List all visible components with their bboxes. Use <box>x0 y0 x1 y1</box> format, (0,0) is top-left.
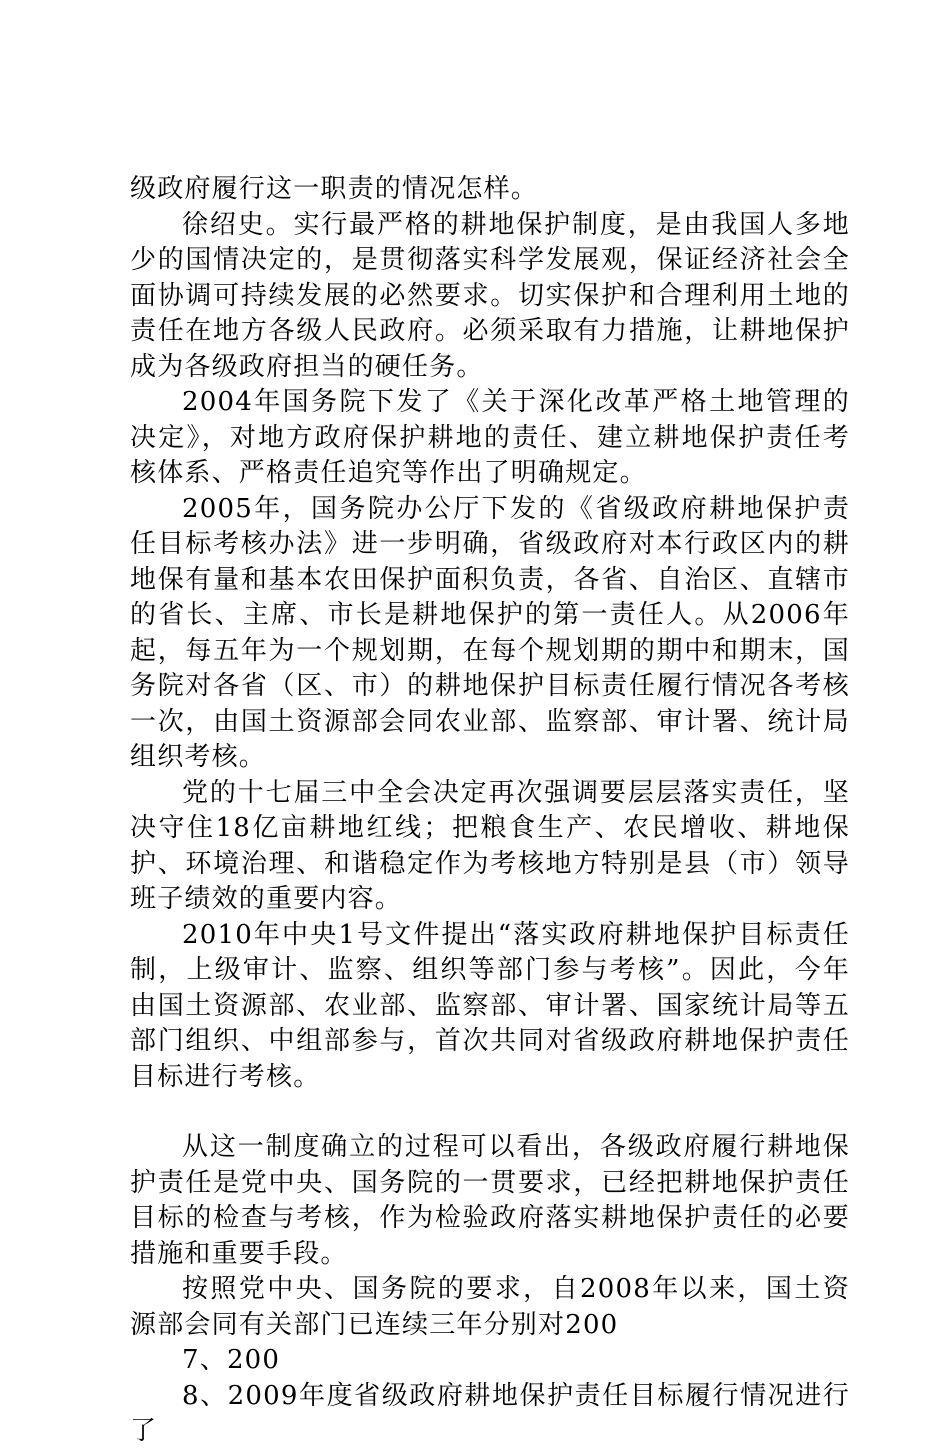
document-body <box>130 172 850 1450</box>
paragraph-2010-document: 2010年中央1号文件提出“落实政府耕地保护目标责任制，上级审计、监察、组织等部门参与考核”。因此，今年由国土资源部、农业部、监察部、审计署、国家统计局等五部门组织、中组部参与，首次共同对省级政府耕地保护责任目标进行考核。 <box>130 919 850 1092</box>
paragraph-17th-plenum: 党的十七届三中全会决定再次强调要层层落实责任，坚决守住18亿亩耕地红线；把粮食生产、农民增收、耕地保护、环境治理、和谐稳定作为考核地方特别是县（市）领导班子绩效的重要内容。 <box>130 777 850 914</box>
paragraph-since-2008: 按照党中央、国务院的要求，自2008年以来，国土资源部会同有关部门已连续三年分别对200 <box>130 1274 850 1340</box>
paragraph-2005-measures: 2005年，国务院办公厅下发的《省级政府耕地保护责任目标考核办法》进一步明确，省级政府对本行政区内的耕地保有量和基本农田保护面积负责，各省、自治区、直辖市的省长、主席、市长是耕地保护的第一责任人。从2006年起，每五年为一个规划期，在每个规划期的期中和期末，国务院对各省（区、市）的耕地保护目标责任履行情况各考核一次，由国土资源部会同农业部、监察部、审计署、统计局组织考核。 <box>130 493 850 772</box>
paragraph-fragment-8: 8、2009年度省级政府耕地保护责任目标履行情况进行了 <box>130 1380 850 1446</box>
paragraph-fragment-7: 7、200 <box>182 1345 281 1375</box>
paragraph-2004-decision: 2004年国务院下发了《关于深化改革严格土地管理的决定》，对地方政府保护耕地的责任、建立耕地保护责任考核体系、严格责任追究等作出了明确规定。 <box>130 387 850 488</box>
paragraph-xu-shaoshi-answer: 徐绍史。实行最严格的耕地保护制度，是由我国人多地少的国情决定的，是贯彻落实科学发展观，保证经济社会全面协调可持续发展的必然要求。切实保护和合理利用土地的责任在地方各级人民政府。必须采取有力措施，让耕地保护成为各级政府担当的硬任务。 <box>130 209 850 382</box>
paragraph-continuation: 级政府履行这一职责的情况怎样。 <box>130 174 539 204</box>
paragraph-system-process: 从这一制度确立的过程可以看出，各级政府履行耕地保护责任是党中央、国务院的一贯要求，已经把耕地保护责任目标的检查与考核，作为检验政府落实耕地保护责任的必要措施和重要手段。 <box>130 1132 850 1269</box>
